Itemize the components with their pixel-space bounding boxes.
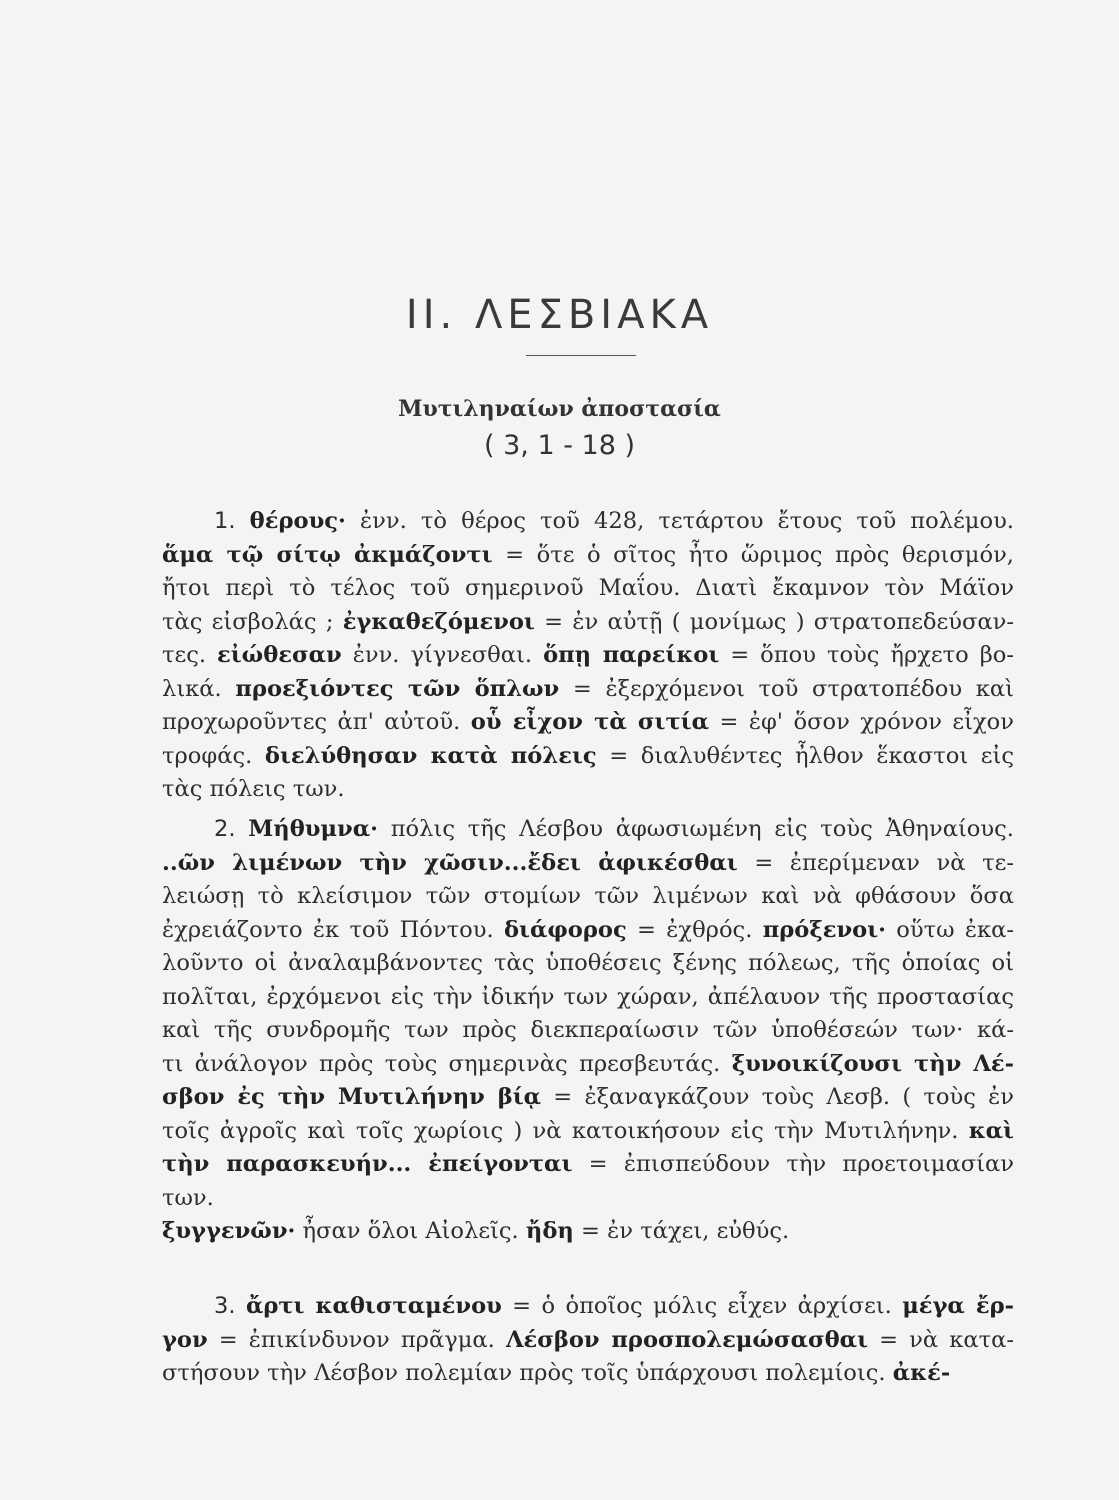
gloss-text: πόλις τῆς Λέσβου ἀφωσιωμένη εἰς τοὺς Ἀθηναίους.: [377, 816, 1014, 842]
text-line: [162, 813, 1014, 847]
text-line: [162, 539, 1014, 573]
text-line: [162, 880, 1014, 914]
gloss-text: τες.: [162, 642, 218, 668]
text-line: [162, 914, 1014, 948]
text-line: [162, 1148, 1014, 1215]
text-line: [162, 706, 1014, 740]
gloss-text: = ἐχθρός.: [626, 916, 763, 943]
paragraph-number: 2.: [214, 816, 249, 842]
gloss-text: = ἐξαναγκάζουν τοὺς Λεσβ. ( τοὺς ἐν: [541, 1084, 1014, 1110]
text-line: [162, 1324, 1014, 1358]
lemma-term: ἀκέ-: [892, 1360, 951, 1386]
lemma-term: Λέσβον προσπολεμώσασθαι: [505, 1326, 869, 1353]
gloss-text: καὶ τῆς συνδρομῆς των πρὸς διεκπεραίωσιν τῶν ὑποθέσεών των· κά-: [162, 1017, 1014, 1043]
gloss-text: ἐχρειάζοντο ἐκ τοῦ Πόντου.: [162, 916, 504, 943]
text-line: [162, 572, 1014, 606]
commentary-paragraph-2: [162, 813, 1014, 1249]
gloss-text: λοῦντο οἱ ἀναλαμβάνοντες τὰς ὑποθέσεις ξένης πόλεως, τῆς ὁποίας οἱ: [162, 950, 1014, 976]
gloss-text: τροφάς.: [162, 742, 265, 769]
gloss-text: = νὰ κατα-: [868, 1326, 1014, 1353]
text-line: [162, 773, 1014, 807]
gloss-text: στήσουν τὴν Λέσβον πολεμίαν πρὸς τοῖς ὑπάρχουσι πολεμίοις.: [162, 1360, 893, 1386]
gloss-text: λικά.: [162, 675, 236, 702]
text-line: [162, 606, 1014, 640]
lemma-term: ..ῶν λιμένων τὴν χῶσιν...ἔδει ἀφικέσθαι: [162, 849, 738, 876]
lemma-term: Μήθυμνα·: [248, 816, 378, 842]
gloss-text: ἐνν. γίγνεσθαι.: [341, 642, 544, 668]
lemma-term: μέγα ἔρ-: [902, 1293, 1014, 1319]
gloss-text: προχωροῦντες ἀπ' αὐτοῦ.: [162, 709, 471, 735]
text-line: [162, 1048, 1014, 1082]
lemma-term: οὗ εἶχον τὰ σιτία: [470, 709, 709, 735]
lemma-term: πρόξενοι·: [762, 916, 886, 943]
gloss-text: = ἐν αὐτῇ ( μονίμως ) στρατοπεδεύσαν-: [534, 608, 1014, 635]
gloss-text: τι ἀνάλογον πρὸς τοὺς σημερινὰς πρεσβευτάς.: [162, 1050, 732, 1077]
text-line: [162, 1014, 1014, 1048]
lemma-term: ἤδη: [525, 1218, 574, 1244]
gloss-text: = ἐπερίμεναν νὰ τε-: [737, 849, 1014, 876]
lemma-term: εἰώθεσαν: [217, 642, 342, 668]
gloss-text: λειώσῃ τὸ κλείσιμον τῶν στομίων τῶν λιμένων καὶ νὰ φθάσουν ὅσα: [162, 883, 1014, 909]
section-subtitle: Μυτιληναίων ἀποστασία: [398, 396, 721, 422]
lemma-term: γον: [162, 1326, 208, 1353]
text-line: [162, 847, 1014, 881]
text-line: [162, 505, 1014, 539]
chapter-title: II. ΛΕΣΒΙΑΚΑ: [405, 292, 714, 338]
gloss-text: οὕτω ἐκα-: [886, 916, 1014, 943]
lemma-term: ξυγγενῶν·: [162, 1218, 296, 1244]
gloss-text: = ὅπου τοὺς ἤρχετο βο-: [719, 642, 1014, 668]
text-line: [162, 673, 1014, 707]
paragraph-number: 3.: [214, 1293, 246, 1319]
gloss-text: = ἐφ' ὅσον χρόνον εἶχον: [708, 709, 1015, 735]
gloss-text: = ὅτε ὁ σῖτος ἦτο ὥριμος πρὸς θερισμόν,: [492, 541, 1014, 568]
lemma-term: ἄρτι καθισταμένου: [245, 1293, 502, 1319]
gloss-text: τοῖς ἀγροῖς καὶ τοῖς χωρίοις ) νὰ κατοικήσουν εἰς τὴν Μυτιλήνην.: [162, 1117, 969, 1144]
title-rule: [526, 355, 636, 356]
gloss-text: = ἐπικίνδυνον πρᾶγμα.: [207, 1326, 506, 1353]
gloss-text: τὰς εἰσβολάς ;: [162, 608, 343, 635]
text-line: [162, 1290, 1014, 1324]
lemma-term: καὶ: [968, 1117, 1014, 1144]
gloss-text: = ἐν τάχει, εὐθύς.: [573, 1218, 790, 1244]
text-line: [162, 740, 1014, 774]
lemma-term: σβον ἐς τὴν Μυτιλήνην βίᾳ: [162, 1084, 542, 1110]
text-line: [162, 639, 1014, 673]
gloss-text: = ἐξερχόμενοι τοῦ στρατοπέδου καὶ: [559, 675, 1014, 702]
lemma-term: ἐγκαθεζόμενοι: [342, 608, 535, 635]
text-reference: ( 3, 1 - 18 ): [483, 430, 636, 461]
gloss-text: ἦσαν ὅλοι Αἰολεῖς.: [295, 1218, 526, 1244]
lemma-term: προεξιόντες τῶν ὅπλων: [235, 675, 560, 702]
text-line: [162, 1215, 1014, 1249]
commentary-paragraph-1: [162, 505, 1014, 807]
gloss-text: = ἐπισπεύδουν τὴν προετοιμασίαν των.: [162, 1151, 1015, 1211]
text-line: [162, 947, 1014, 981]
gloss-text: πολῖται, ἐρχόμενοι εἰς τὴν ἰδικήν των χώραν, ἀπέλαυον τῆς προστασίας: [162, 983, 1014, 1010]
lemma-term: ἅμα τῷ σίτῳ ἀκμάζοντι: [162, 541, 493, 568]
text-line: [162, 1357, 1014, 1391]
lemma-term: διελύθησαν κατὰ πόλεις: [264, 742, 597, 769]
gloss-text: = ὁ ὁποῖος μόλις εἶχεν ἀρχίσει.: [501, 1293, 903, 1319]
gloss-text: ἐνν. τὸ θέρος τοῦ 428, τετάρτου ἔτους τοῦ πολέμου.: [345, 508, 1014, 534]
text-line: [162, 1115, 1014, 1149]
paragraph-number: 1.: [214, 508, 250, 534]
gloss-text: τὰς πόλεις των.: [162, 776, 345, 802]
lemma-term: ξυνοικίζουσι τὴν Λέ-: [731, 1050, 1014, 1077]
text-line: [162, 1081, 1014, 1115]
gloss-text: ἤτοι περὶ τὸ τέλος τοῦ σημερινοῦ Μαΐου. Διατὶ ἔκαμνον τὸν Μάϊον: [162, 575, 1014, 601]
lemma-term: διάφορος: [503, 916, 627, 943]
gloss-text: = διαλυθέντες ἦλθον ἕκαστοι εἰς: [596, 742, 1014, 769]
lemma-term: θέρους·: [249, 508, 346, 534]
text-line: [162, 981, 1014, 1015]
lemma-term: τὴν παρασκευήν... ἐπείγονται: [162, 1151, 573, 1177]
lemma-term: ὅπῃ παρείκοι: [543, 642, 720, 668]
commentary-paragraph-3: [162, 1290, 1014, 1391]
